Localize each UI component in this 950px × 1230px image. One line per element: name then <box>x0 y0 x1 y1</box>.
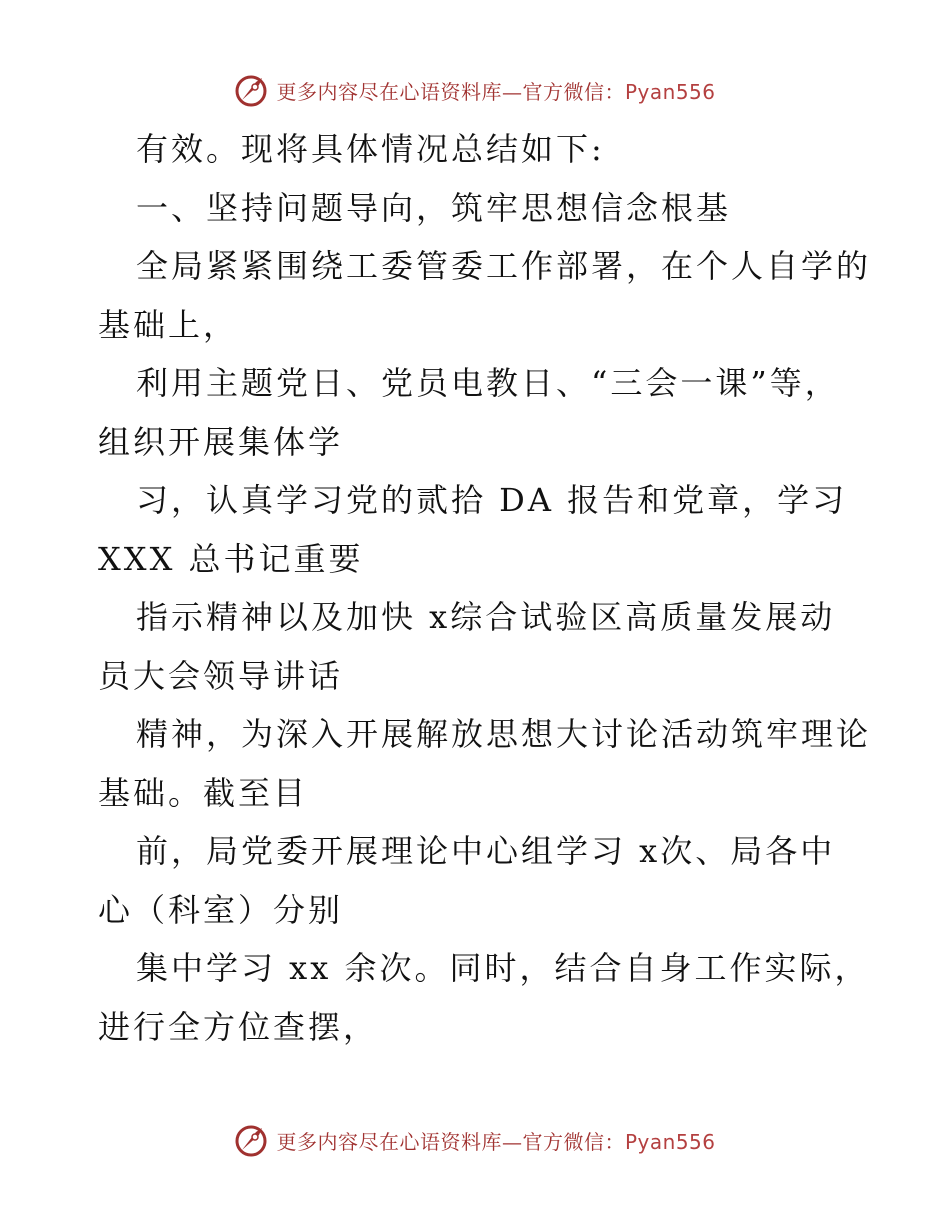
text-line: 进行全方位查摆， <box>98 1007 379 1046</box>
text-line: 心（科室）分别 <box>98 890 344 929</box>
text-line: 一、坚持问题导向，筑牢思想信念根基 <box>136 188 732 227</box>
text-line: XXX 总书记重要 <box>98 539 364 578</box>
header-watermark <box>0 70 950 110</box>
text-line: 员大会领导讲话 <box>98 656 344 695</box>
footer-watermark <box>0 1120 950 1160</box>
quill-pen-circle-icon <box>234 1122 270 1158</box>
text-line: 习，认真学习党的贰拾 DA 报告和党章，学习 <box>136 481 848 519</box>
watermark-text: 更多内容尽在心语资料库—官方微信：Pyan556 <box>276 1129 716 1154</box>
text-line: 组织开展集体学 <box>98 422 344 461</box>
text-line: 有效。现将具体情况总结如下: <box>136 130 605 168</box>
document-body <box>98 120 872 1056</box>
text-line: 基础上， <box>98 305 239 344</box>
text-line: 指示精神以及加快 x综合试验区高质量发展动 <box>136 598 836 636</box>
text-line: 全局紧紧围绕工委管委工作部署，在个人自学的 <box>136 247 872 285</box>
quill-pen-circle-icon <box>234 72 270 108</box>
text-line: 基础。截至目 <box>98 773 309 812</box>
text-line: 前，局党委开展理论中心组学习 x次、局各中 <box>136 832 836 870</box>
text-line: 精神，为深入开展解放思想大讨论活动筑牢理论 <box>136 715 872 753</box>
text-line: 利用主题党日、党员电教日、“三会一课”等， <box>136 364 840 402</box>
watermark-text: 更多内容尽在心语资料库—官方微信：Pyan556 <box>276 79 716 104</box>
text-line: 集中学习 xx 余次。同时，结合自身工作实际， <box>136 949 870 987</box>
